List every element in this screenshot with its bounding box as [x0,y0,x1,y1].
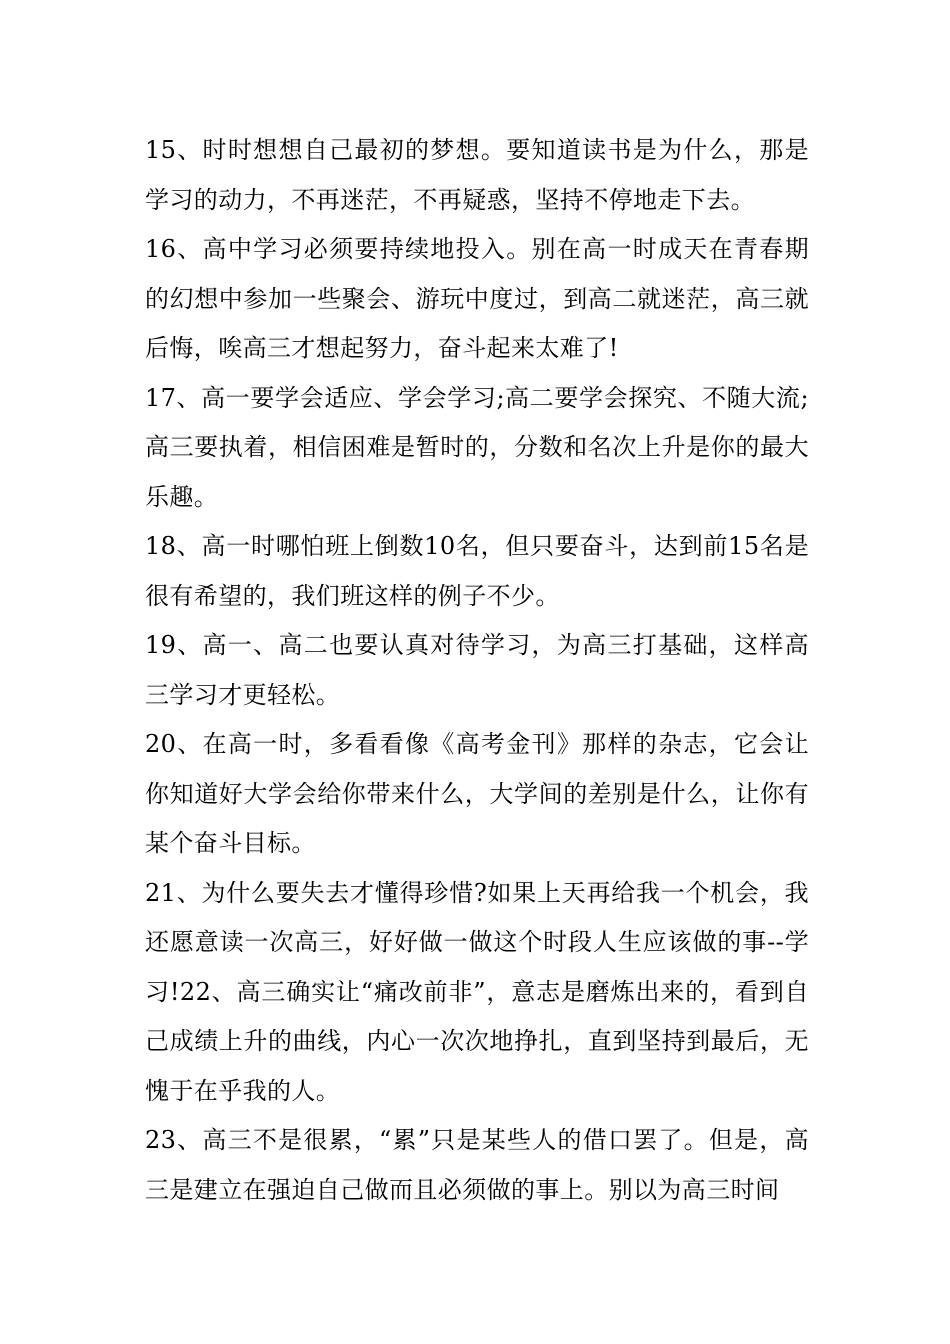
paragraph-19: 19、高一、高二也要认真对待学习，为高三打基础，这样高三学习才更轻松。 [145,631,809,709]
document-body [145,126,809,1215]
paragraph-18: 18、高一时哪怕班上倒数10名，但只要奋斗，达到前15名是很有希望的，我们班这样的例子不少。 [145,532,809,610]
paragraph-20: 20、在高一时，多看看像《高考金刊》那样的杂志，它会让你知道好大学会给你带来什么，大学间的差别是什么，让你有某个奋斗目标。 [145,730,809,857]
paragraph-16: 16、高中学习必须要持续地投入。别在高一时成天在青春期的幻想中参加一些聚会、游玩中度过，到高二就迷茫，高三就后悔，唉高三才想起努力，奋斗起来太难了! [145,235,809,362]
paragraph-15: 15、时时想想自己最初的梦想。要知道读书是为什么，那是学习的动力，不再迷茫，不再疑惑，坚持不停地走下去。 [145,136,809,214]
paragraph-21-22: 21、为什么要失去才懂得珍惜?如果上天再给我一个机会，我还愿意读一次高三，好好做一做这个时段人生应该做的事--学习!22、高三确实让“痛改前非”，意志是磨炼出来的，看到自己成绩上升的曲线，内心一次次地挣扎，直到坚持到最后，无愧于在乎我的人。 [145,878,809,1105]
paragraph-17: 17、高一要学会适应、学会学习;高二要学会探究、不随大流;高三要执着，相信困难是暂时的，分数和名次上升是你的最大乐趣。 [145,383,809,511]
paragraph-23: 23、高三不是很累，“累”只是某些人的借口罢了。但是，高三是建立在强迫自己做而且必须做的事上。别以为高三时间 [145,1126,809,1204]
